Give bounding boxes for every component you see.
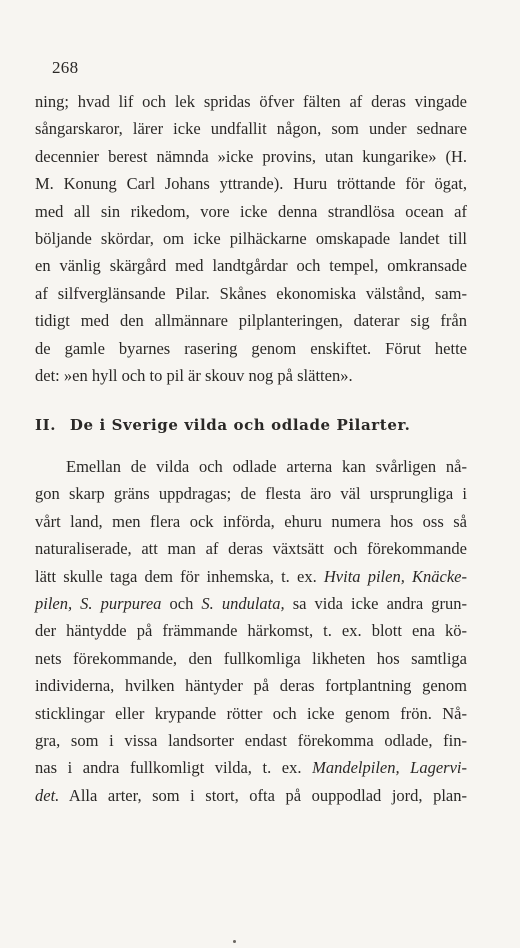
text-line [35,590,467,617]
paragraph-intro [35,88,467,389]
text-line: der häntydde på främmande härkomst, t. ex. blott ena kö- [35,621,467,641]
section-number: II. [35,416,57,434]
text-line [35,782,467,809]
text-line: Emellan de vilda och odlade arterna kan svårligen nå- [66,457,467,476]
print-mark [233,940,236,943]
text-line: det: »en hyll och to pil är skouv nog på slätten». [35,365,353,385]
text-segment: och [161,593,202,613]
species-name: Hvita pilen, Knäcke- [323,566,467,586]
text-line: af silfverglänsande Pilar. Skånes ekonomiska välstånd, sam- [35,283,467,303]
text-line: de gamle byarnes rasering genom enskiftet. Förut hette [35,338,467,358]
text-line: sångarskaror, lärer icke undfallit någon, som under sednare [35,119,467,139]
species-name: det. [35,785,60,805]
text-line: gon skarp gräns uppdragas; de flesta äro väl ursprungliga i [35,484,467,504]
text-line: decennier berest nämnda »icke provins, utan kungarike» (H. [35,146,467,166]
text-line: vårt land, men flera ock införda, ehuru numera hos oss så [35,511,467,531]
text-line: ning; hvad lif och lek spridas öfver fälten af deras vingade [35,92,467,111]
text-line: tidigt med den allmännare pilplanteringen, daterar sig från [35,311,467,331]
text-line [35,754,467,781]
species-name: Mandelpilen, Lagervi- [312,758,468,778]
text-line: en vänlig skärgård med landtgårdar och tempel, omkransade [35,256,467,276]
text-line: sticklingar eller krypande rötter och icke genom frön. Nå- [35,703,467,723]
text-line: individerna, hvilken häntyder på deras fortplantning genom [35,676,467,696]
text-segment: nas i andra fullkomligt vilda, t. ex. [35,758,313,778]
text-line: gra, som i vissa landsorter endast förekomma odlade, fin- [35,730,467,750]
text-line: M. Konung Carl Johans yttrande). Huru tröttande för ögat, [35,174,467,194]
text-line: med all sin rikedom, vore icke denna strandlösa ocean af [35,201,467,221]
text-line: nets förekommande, den fullkomliga likheten hos samtliga [35,648,467,668]
text-line [35,563,467,590]
text-segment: lätt skulle taga dem för inhemska, t. ex. [35,566,324,586]
species-name: S. undulata, [201,593,285,613]
species-name: pilen, S. purpurea [35,593,162,613]
page-number: 268 [52,58,79,77]
text-segment: Alla arter, som i stort, ofta på ouppodlad jord, plan- [59,785,467,805]
text-line: naturaliserade, att man af deras växtsätt och förekommande [35,539,467,559]
section-heading [35,416,410,434]
section-title: De i Sverige vilda och odlade Pilarter. [69,416,411,434]
text-line: böljande skördar, om icke pilhäckarne omskapade landet till [35,228,467,248]
paragraph-pilarter [35,453,467,809]
text-segment: sa vida icke andra grun- [284,593,468,613]
